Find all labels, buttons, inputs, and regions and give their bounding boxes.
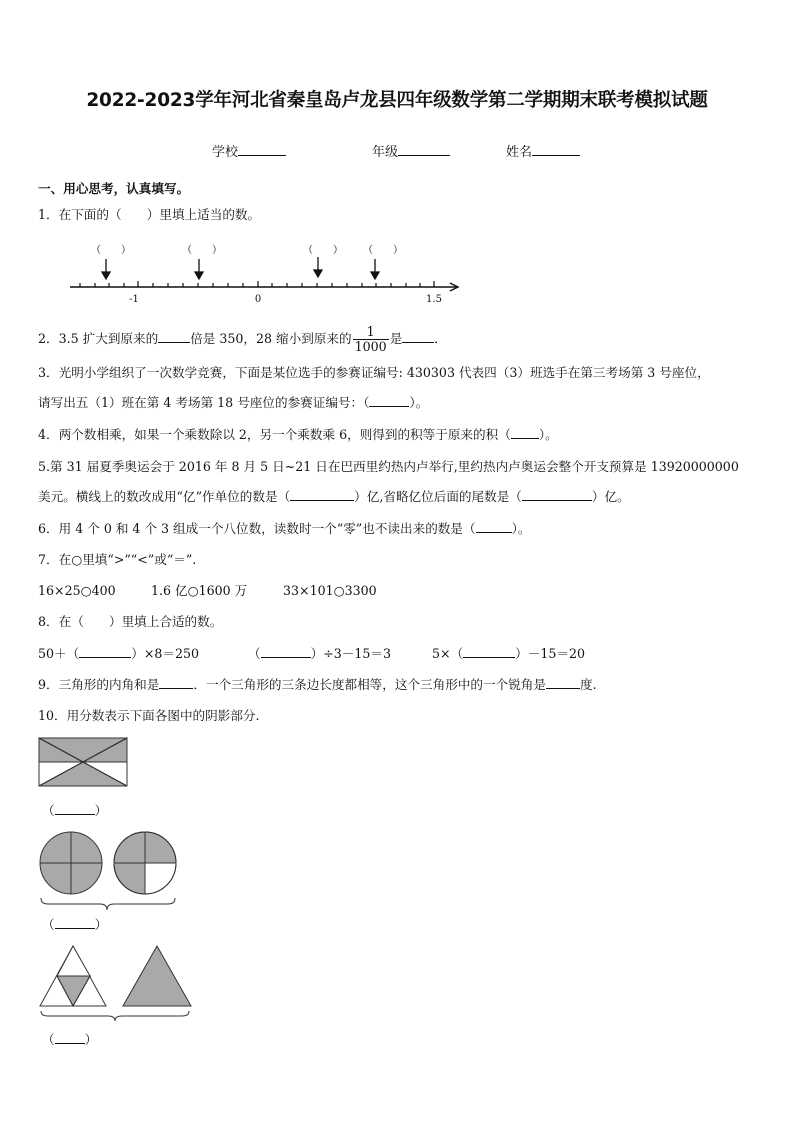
tick-label-minus1: -1 bbox=[129, 294, 139, 305]
q8-item-1-b: ）×8＝250 bbox=[131, 646, 200, 661]
paren-2[interactable]: （ ） bbox=[182, 245, 222, 256]
answer-open-paren: （ bbox=[42, 803, 55, 818]
q9-text-a: 9．三角形的内角和是 bbox=[38, 677, 160, 692]
q3-text-b: ）。 bbox=[409, 395, 429, 410]
page-title: 2022-2023学年河北省秦皇岛卢龙县四年级数学第二学期期末联考模拟试题 bbox=[86, 90, 708, 111]
name-label: 姓名 bbox=[506, 145, 533, 160]
question-8: 8．在（ ）里填上合适的数。 bbox=[38, 614, 223, 629]
answer-close-paren: ） bbox=[84, 1032, 98, 1047]
q4-text-b: ）。 bbox=[538, 427, 558, 442]
paren-4[interactable]: （ ） bbox=[363, 245, 403, 256]
question-10: 10．用分数表示下面各图中的阴影部分. bbox=[38, 708, 260, 723]
question-7: 7．在○里填“>”“<”或“＝”. bbox=[38, 552, 197, 567]
grade-label: 年级 bbox=[372, 145, 399, 160]
fraction-numerator: 1 bbox=[353, 325, 389, 340]
q2-text-c: 是 bbox=[389, 331, 403, 346]
q8-item-1-a: 50＋（ bbox=[38, 646, 80, 661]
fraction-denominator: 1000 bbox=[354, 339, 387, 354]
q9-text-b: ．一个三角形的三条边长度都相等，这个三角形中的一个锐角是 bbox=[193, 677, 546, 692]
q8-item-3-a: 5×（ bbox=[432, 646, 464, 661]
q9-text-c: 度. bbox=[579, 677, 597, 692]
tick-label-0: 0 bbox=[254, 294, 262, 305]
q6-text-b: ）。 bbox=[511, 521, 531, 536]
answer-close-paren: ） bbox=[94, 803, 108, 818]
q4-text-a: 4．两个数相乘，如果一个乘数除以 2，另一个乘数乘 6，则得到的积等于原来的积（ bbox=[38, 427, 511, 442]
brace-triangles bbox=[41, 1011, 189, 1021]
school-label: 学校 bbox=[212, 145, 239, 160]
q5-text-a: 美元。横线上的数改成用“亿”作单位的数是（ bbox=[38, 489, 291, 504]
question-5-line-1: 5.第 31 届夏季奥运会于 2016 年 8 月 5 日~21 日在巴西里约热内卢举行,里约热内卢奥运会整个开支预算是 13920000000 bbox=[38, 459, 739, 474]
q8-item-3-b: ）－15＝20 bbox=[515, 646, 586, 661]
shaded-triangle-full bbox=[123, 946, 191, 1006]
answer-underline[interactable] bbox=[55, 1043, 85, 1044]
question-1: 1．在下面的（ ）里填上适当的数。 bbox=[38, 207, 261, 222]
q2-text-end: ． bbox=[434, 331, 447, 346]
q6-text-a: 6．用 4 个 0 和 4 个 3 组成一个八位数，读数时一个“零”也不读出来的数是（ bbox=[38, 521, 476, 536]
q8-item-2-a: （ bbox=[248, 646, 261, 661]
q5-text-c: ）亿。 bbox=[591, 489, 630, 504]
section-heading: 一、用心思考，认真填写。 bbox=[38, 181, 190, 196]
answer-close-paren: ） bbox=[94, 917, 108, 932]
paren-1[interactable]: （ ） bbox=[91, 245, 131, 256]
question-3-line-1: 3．光明小学组织了一次数学竞赛，下面是某位选手的参赛证编号: 430303 代表四（3）班选手在第三考场第 3 号座位， bbox=[38, 365, 710, 380]
q7-item-3[interactable]: 33×101○3300 bbox=[283, 583, 377, 598]
q7-item-1[interactable]: 16×25○400 bbox=[38, 583, 116, 598]
q5-text-b: ）亿,省略亿位后面的尾数是（ bbox=[354, 489, 522, 504]
answer-open-paren: （ bbox=[42, 1032, 55, 1047]
q2-text-a: 2．3.5 扩大到原来的 bbox=[38, 331, 159, 346]
paren-3[interactable]: （ ） bbox=[303, 245, 343, 256]
q2-text-b: 倍是 350，28 缩小到原来的 bbox=[190, 331, 352, 346]
answer-open-paren: （ bbox=[42, 917, 55, 932]
q8-item-2-b: ）÷3－15＝3 bbox=[310, 646, 391, 661]
q7-item-2[interactable]: 1.6 亿○1600 万 bbox=[151, 583, 248, 598]
q3-text-a: 请写出五（1）班在第 4 考场第 18 号座位的参赛证编号：（ bbox=[38, 395, 370, 410]
tick-label-1.5: 1.5 bbox=[426, 294, 442, 305]
answer-blank-figure-3[interactable] bbox=[42, 1029, 97, 1048]
